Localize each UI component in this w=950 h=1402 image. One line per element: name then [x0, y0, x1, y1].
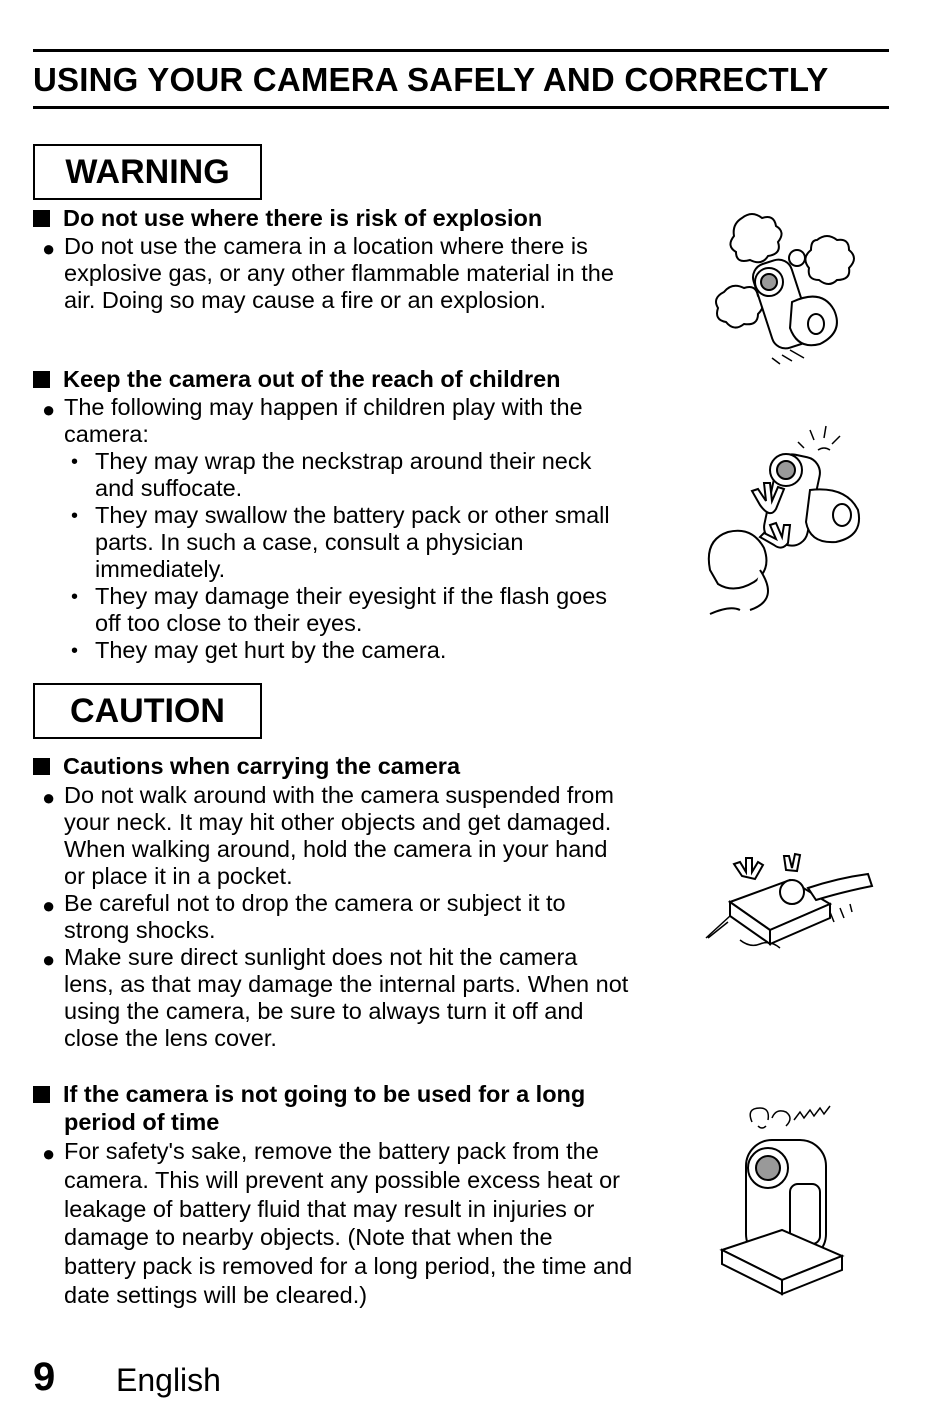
heading-text: period of time: [64, 1109, 220, 1135]
subdot-icon: •: [71, 586, 79, 608]
text-line: date settings will be cleared.): [64, 1281, 368, 1308]
paragraph-drop: [64, 890, 566, 944]
child-camera-illustration: [700, 420, 870, 615]
text-line: They may get hurt by the camera.: [95, 637, 447, 663]
text-line: or place it in a pocket.: [64, 863, 293, 889]
text-line: parts. In such a case, consult a physician: [95, 529, 524, 555]
subitem-hurt: [95, 637, 446, 664]
caution-label-box: CAUTION: [33, 683, 262, 739]
paragraph-battery: [64, 1137, 632, 1310]
heading-text: Cautions when carrying the camera: [63, 753, 461, 779]
square-icon: [33, 1086, 50, 1103]
text-line: using the camera, be sure to always turn it off and: [64, 998, 584, 1024]
warning-label-box: WARNING: [33, 144, 262, 200]
square-icon: [33, 210, 50, 227]
section-heading-carrying: [33, 752, 460, 780]
subitem-swallow: [95, 502, 610, 583]
subitem-eyesight: [95, 583, 607, 637]
bullet-icon: ●: [42, 397, 56, 422]
text-line: explosive gas, or any other flammable material in the: [64, 260, 614, 286]
heading-text: Keep the camera out of the reach of children: [63, 366, 561, 392]
subdot-icon: •: [71, 640, 79, 662]
page-number: 9: [33, 1355, 56, 1399]
heading-text: If the camera is not going to be used for a long: [63, 1081, 586, 1107]
text-line: off too close to their eyes.: [95, 610, 363, 636]
text-line: They may wrap the neckstrap around their neck: [95, 448, 592, 474]
subdot-icon: •: [71, 505, 79, 527]
text-line: and suffocate.: [95, 475, 243, 501]
text-line: battery pack is removed for a long period, the time and: [64, 1253, 633, 1280]
paragraph-sunlight: [64, 944, 628, 1052]
text-line: The following may happen if children play with the: [64, 394, 583, 420]
text-line: For safety's sake, remove the battery pack from the: [64, 1138, 599, 1164]
paragraph-walk: [64, 782, 614, 890]
bullet-icon: ●: [42, 785, 56, 810]
language-label: English: [116, 1362, 221, 1398]
text-line: Be careful not to drop the camera or subject it to: [64, 890, 566, 916]
heading-text: Do not use where there is risk of explosion: [63, 205, 543, 231]
bullet-icon: ●: [42, 236, 56, 261]
text-line: They may swallow the battery pack or other small: [95, 502, 610, 528]
page-title: USING YOUR CAMERA SAFELY AND CORRECTLY: [33, 61, 829, 98]
text-line: lens, as that may damage the internal parts. When not: [64, 971, 629, 997]
text-line: your neck. It may hit other objects and get damaged.: [64, 809, 612, 835]
square-icon: [33, 371, 50, 388]
bullet-icon: ●: [42, 1141, 56, 1166]
text-line: air. Doing so may cause a fire or an explosion.: [64, 287, 547, 313]
bullet-icon: ●: [42, 893, 56, 918]
text-line: camera:: [64, 421, 149, 447]
text-line: Do not use the camera in a location where there is: [64, 233, 588, 259]
text-line: When walking around, hold the camera in your hand: [64, 836, 608, 862]
paragraph-children: [64, 394, 583, 448]
paragraph-explosion: [64, 233, 614, 314]
text-line: close the lens cover.: [64, 1025, 277, 1051]
stored-camera-illustration: [712, 1100, 862, 1300]
subdot-icon: •: [71, 451, 79, 473]
text-line: leakage of battery fluid that may result in injuries or: [64, 1195, 595, 1222]
subitem-neckstrap: [95, 448, 591, 502]
text-line: immediately.: [95, 556, 226, 582]
section-heading-explosion: [33, 204, 542, 232]
text-line: camera. This will prevent any possible excess heat or: [64, 1166, 620, 1193]
title-bar: [33, 49, 889, 109]
square-icon: [33, 758, 50, 775]
section-heading-long-period: [33, 1080, 585, 1136]
explosion-camera-illustration: [712, 210, 862, 370]
text-line: damage to nearby objects. (Note that when the: [64, 1224, 553, 1251]
text-line: strong shocks.: [64, 917, 216, 943]
bullet-icon: ●: [42, 947, 56, 972]
dropped-camera-illustration: [700, 852, 875, 962]
text-line: Do not walk around with the camera suspended from: [64, 782, 614, 808]
text-line: They may damage their eyesight if the flash goes: [95, 583, 608, 609]
text-line: Make sure direct sunlight does not hit the camera: [64, 944, 578, 970]
section-heading-children: [33, 365, 561, 393]
